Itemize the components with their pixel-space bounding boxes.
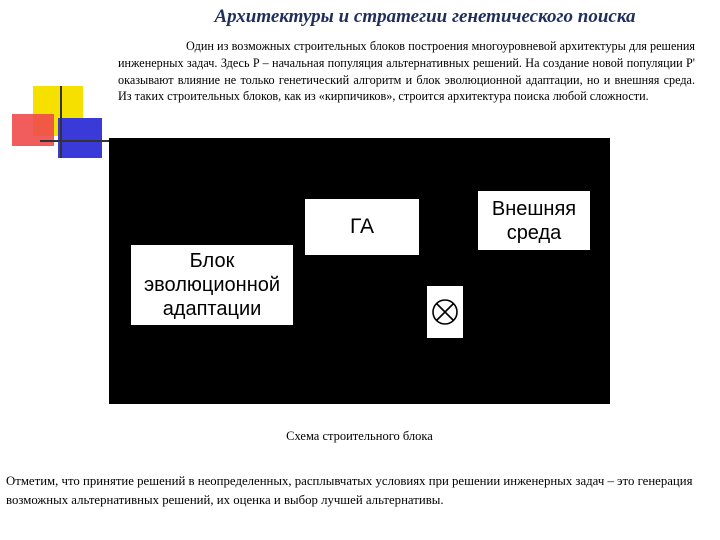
building-block-diagram (109, 138, 610, 404)
ga-label: ГА (350, 215, 374, 238)
conclusion-text: Отметим, что принятие решений в неопределенных, расплывчатых условиях при решении инженерных задач – это генерация возможных альтернативных решений, их оценка и выбор лучшей альтернативы. (6, 474, 693, 507)
deco-horizontal-line (40, 140, 116, 142)
intro-paragraph: Один из возможных строительных блоков построения многоуровневой архитектуры для решения инженерных задач. Здесь P – начальная популяция альтернативных решений. На создание новой популяции P' оказывают влияние не только генетический алгоритм и блок эволюционной адаптации, но и внешняя среда. Из таких строительных блоков, как из «кирпичиков», строится архитектура поиска любой сложности. (118, 39, 695, 104)
combiner-node (427, 286, 463, 338)
deco-vertical-line (60, 86, 62, 158)
environment-label: Внешняя среда (491, 197, 577, 244)
slide-title: Архитектуры и стратегии генетического поиска (214, 6, 636, 27)
evolution-adaptation-box (131, 245, 293, 325)
environment-box (478, 191, 590, 250)
diagram-caption: Схема строительного блока (286, 429, 433, 443)
evolution-adaptation-label: Блок эволюционной адаптации (143, 250, 281, 320)
deco-blue-square (58, 118, 102, 158)
ga-box (305, 199, 419, 255)
summing-junction-icon (430, 297, 460, 327)
